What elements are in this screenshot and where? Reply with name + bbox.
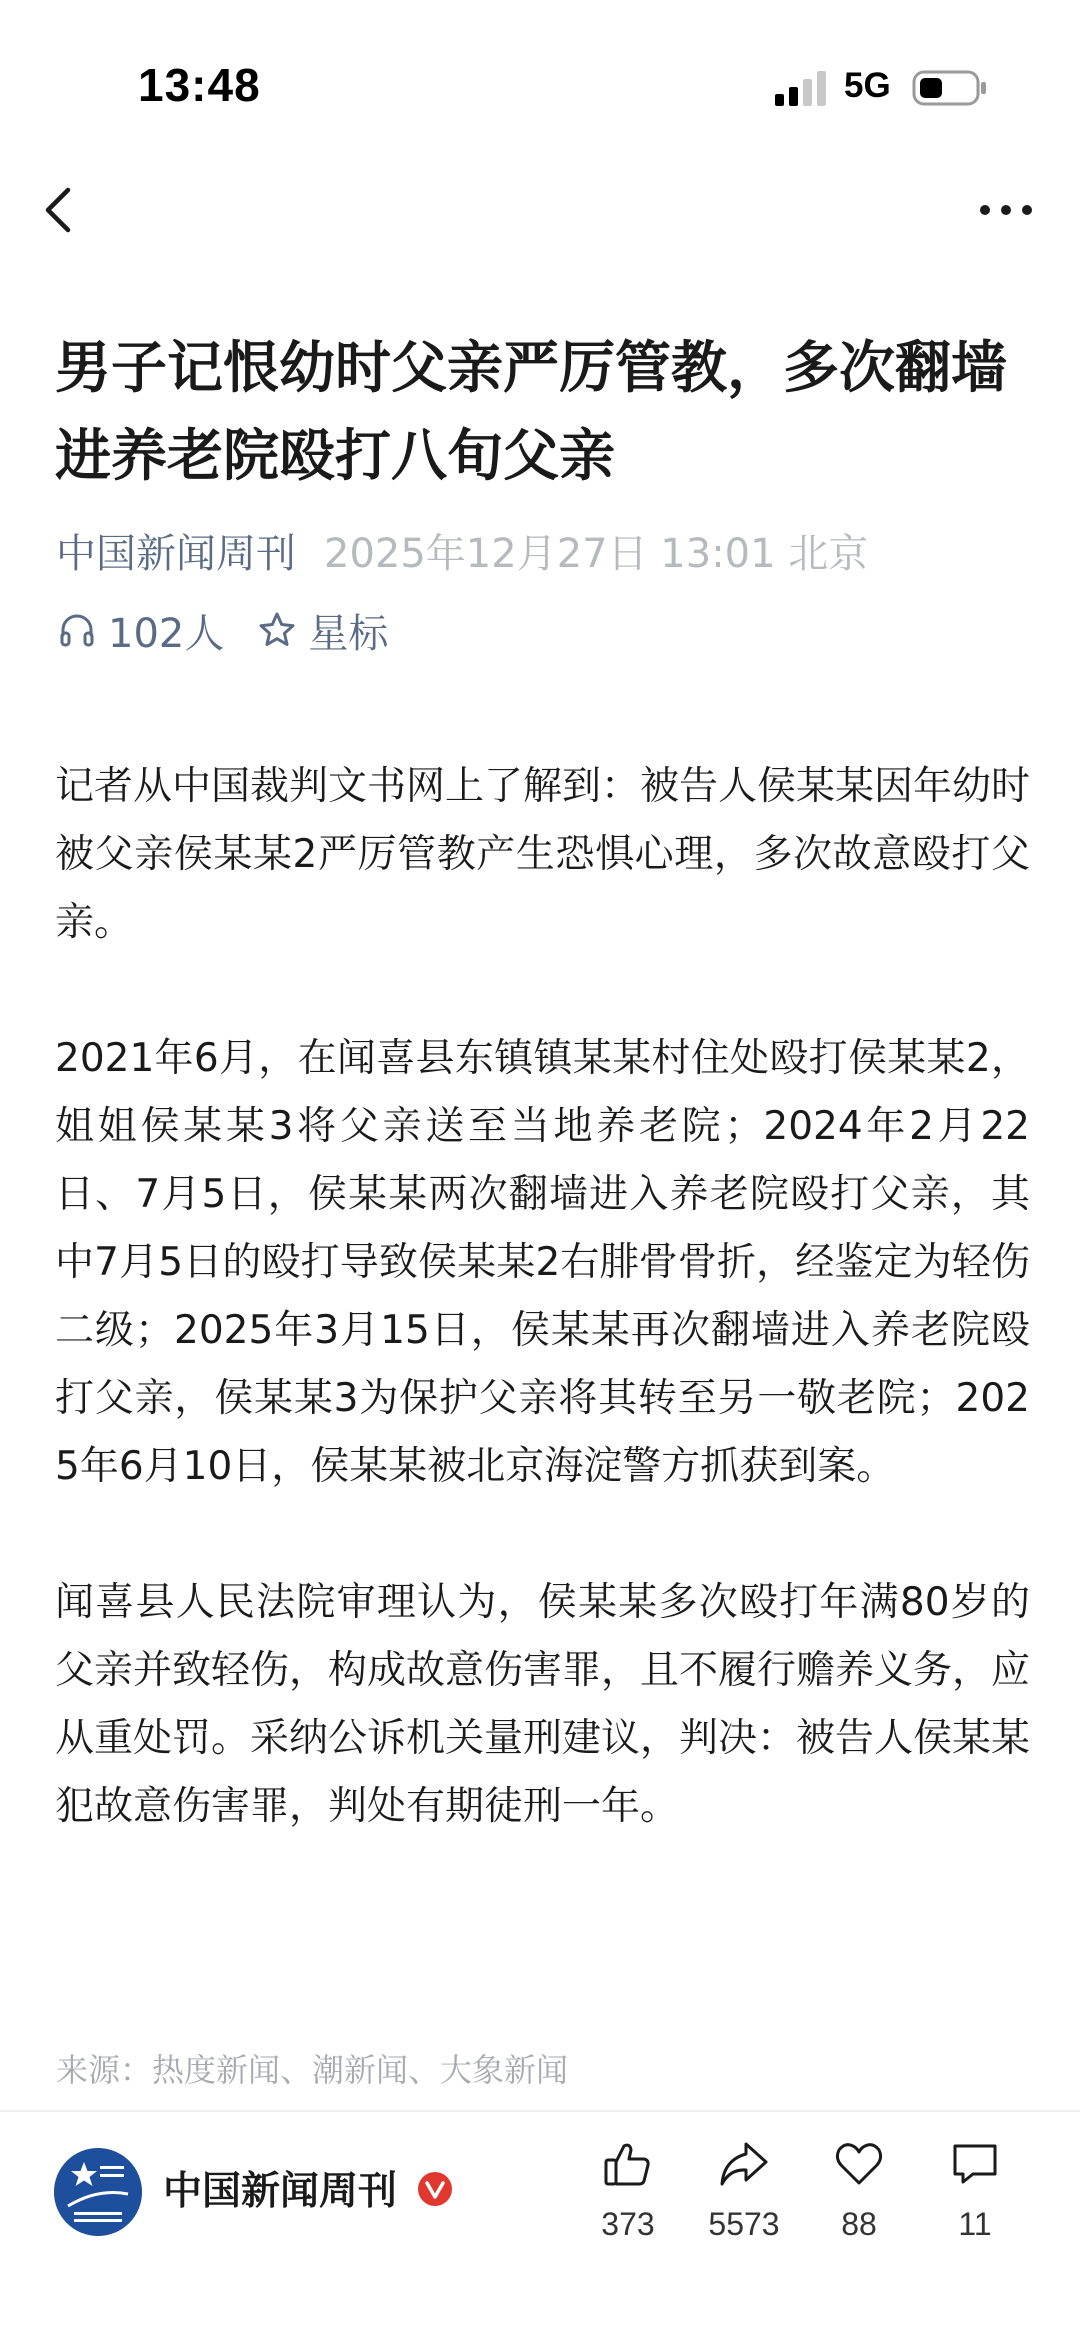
network-type-label: 5G [844, 66, 891, 105]
star-button[interactable] [258, 602, 388, 659]
article-paragraph-1: 记者从中国裁判文书网上了解到：被告人侯某某因年幼时被父亲侯某某2严厉管教产生恐惧心理，多次故意殴打父亲。 [55, 764, 1031, 945]
comment-button[interactable] [915, 2138, 1035, 2248]
article-paragraph-3: 闻喜县人民法院审理认为，侯某某多次殴打年满80岁的父亲并致轻伤，构成故意伤害罪，且不履行赡养义务，应从重处罚。采纳公诉机关量刑建议，判决：被告人侯某某犯故意伤害罪，判处有期徒刑一年。 [55, 1580, 1031, 1829]
article-paragraph-2: 2021年6月，在闻喜县东镇镇某某村住处殴打侯某某2，姐姐侯某某3将父亲送至当地养老院；2024年2月22日、7月5日，侯某某两次翻墙进入养老院殴打父亲，其中7月5日的殴打导致侯某某2右腓骨骨折，经鉴定为轻伤二级；2025年3月15日，侯某某再次翻墙进入养老院殴打父亲，侯某某3为保护父亲将其转至另一敬老院；2025年6月10日，侯某某被北京海淀警方抓获到案。 [55, 1036, 1030, 1489]
article-body [55, 753, 1030, 1909]
more-options-button[interactable] [976, 186, 1036, 234]
more-horizontal-icon [976, 186, 1036, 234]
back-button[interactable] [36, 178, 84, 242]
comment-bubble-icon [949, 2138, 1001, 2190]
thumbs-up-icon [602, 2138, 654, 2190]
author-avatar[interactable] [54, 2148, 142, 2236]
favorite-count: 88 [841, 2206, 877, 2242]
news-logo-icon [54, 2148, 142, 2236]
status-bar [0, 0, 1080, 180]
chevron-left-icon [36, 178, 84, 242]
source-link[interactable]: 中国新闻周刊 [56, 530, 296, 577]
share-arrow-icon [718, 2138, 770, 2190]
favorite-button[interactable] [799, 2138, 919, 2248]
home-indicator [0, 2335, 1080, 2349]
article-meta [56, 520, 868, 580]
listener-count: 102人 [108, 610, 225, 657]
like-button[interactable] [568, 2138, 688, 2248]
status-time: 13:48 [138, 59, 261, 111]
star-label: 星标 [308, 610, 389, 657]
share-count: 5573 [708, 2206, 780, 2242]
source-note: 来源：热度新闻、潮新闻、大象新闻 [56, 2051, 569, 2089]
publish-info: 2025年12月27日 13:01 北京 [324, 530, 869, 577]
share-button[interactable] [684, 2138, 804, 2248]
like-count: 373 [601, 2206, 655, 2242]
author-name[interactable]: 中国新闻周刊 [163, 2169, 398, 2214]
headphones-icon [58, 611, 96, 649]
star-outline-icon [258, 611, 296, 649]
bottom-divider [0, 2110, 1080, 2112]
heart-icon [833, 2138, 885, 2190]
listen-button[interactable] [58, 602, 224, 659]
article-stats [58, 600, 388, 660]
article-title: 男子记恨幼时父亲严厉管教，多次翻墙进养老院殴打八旬父亲 [55, 336, 1007, 489]
battery-icon [912, 70, 988, 106]
signal-strength-icon [775, 70, 829, 106]
comment-count: 11 [958, 2206, 992, 2242]
verified-badge-icon [417, 2171, 453, 2207]
